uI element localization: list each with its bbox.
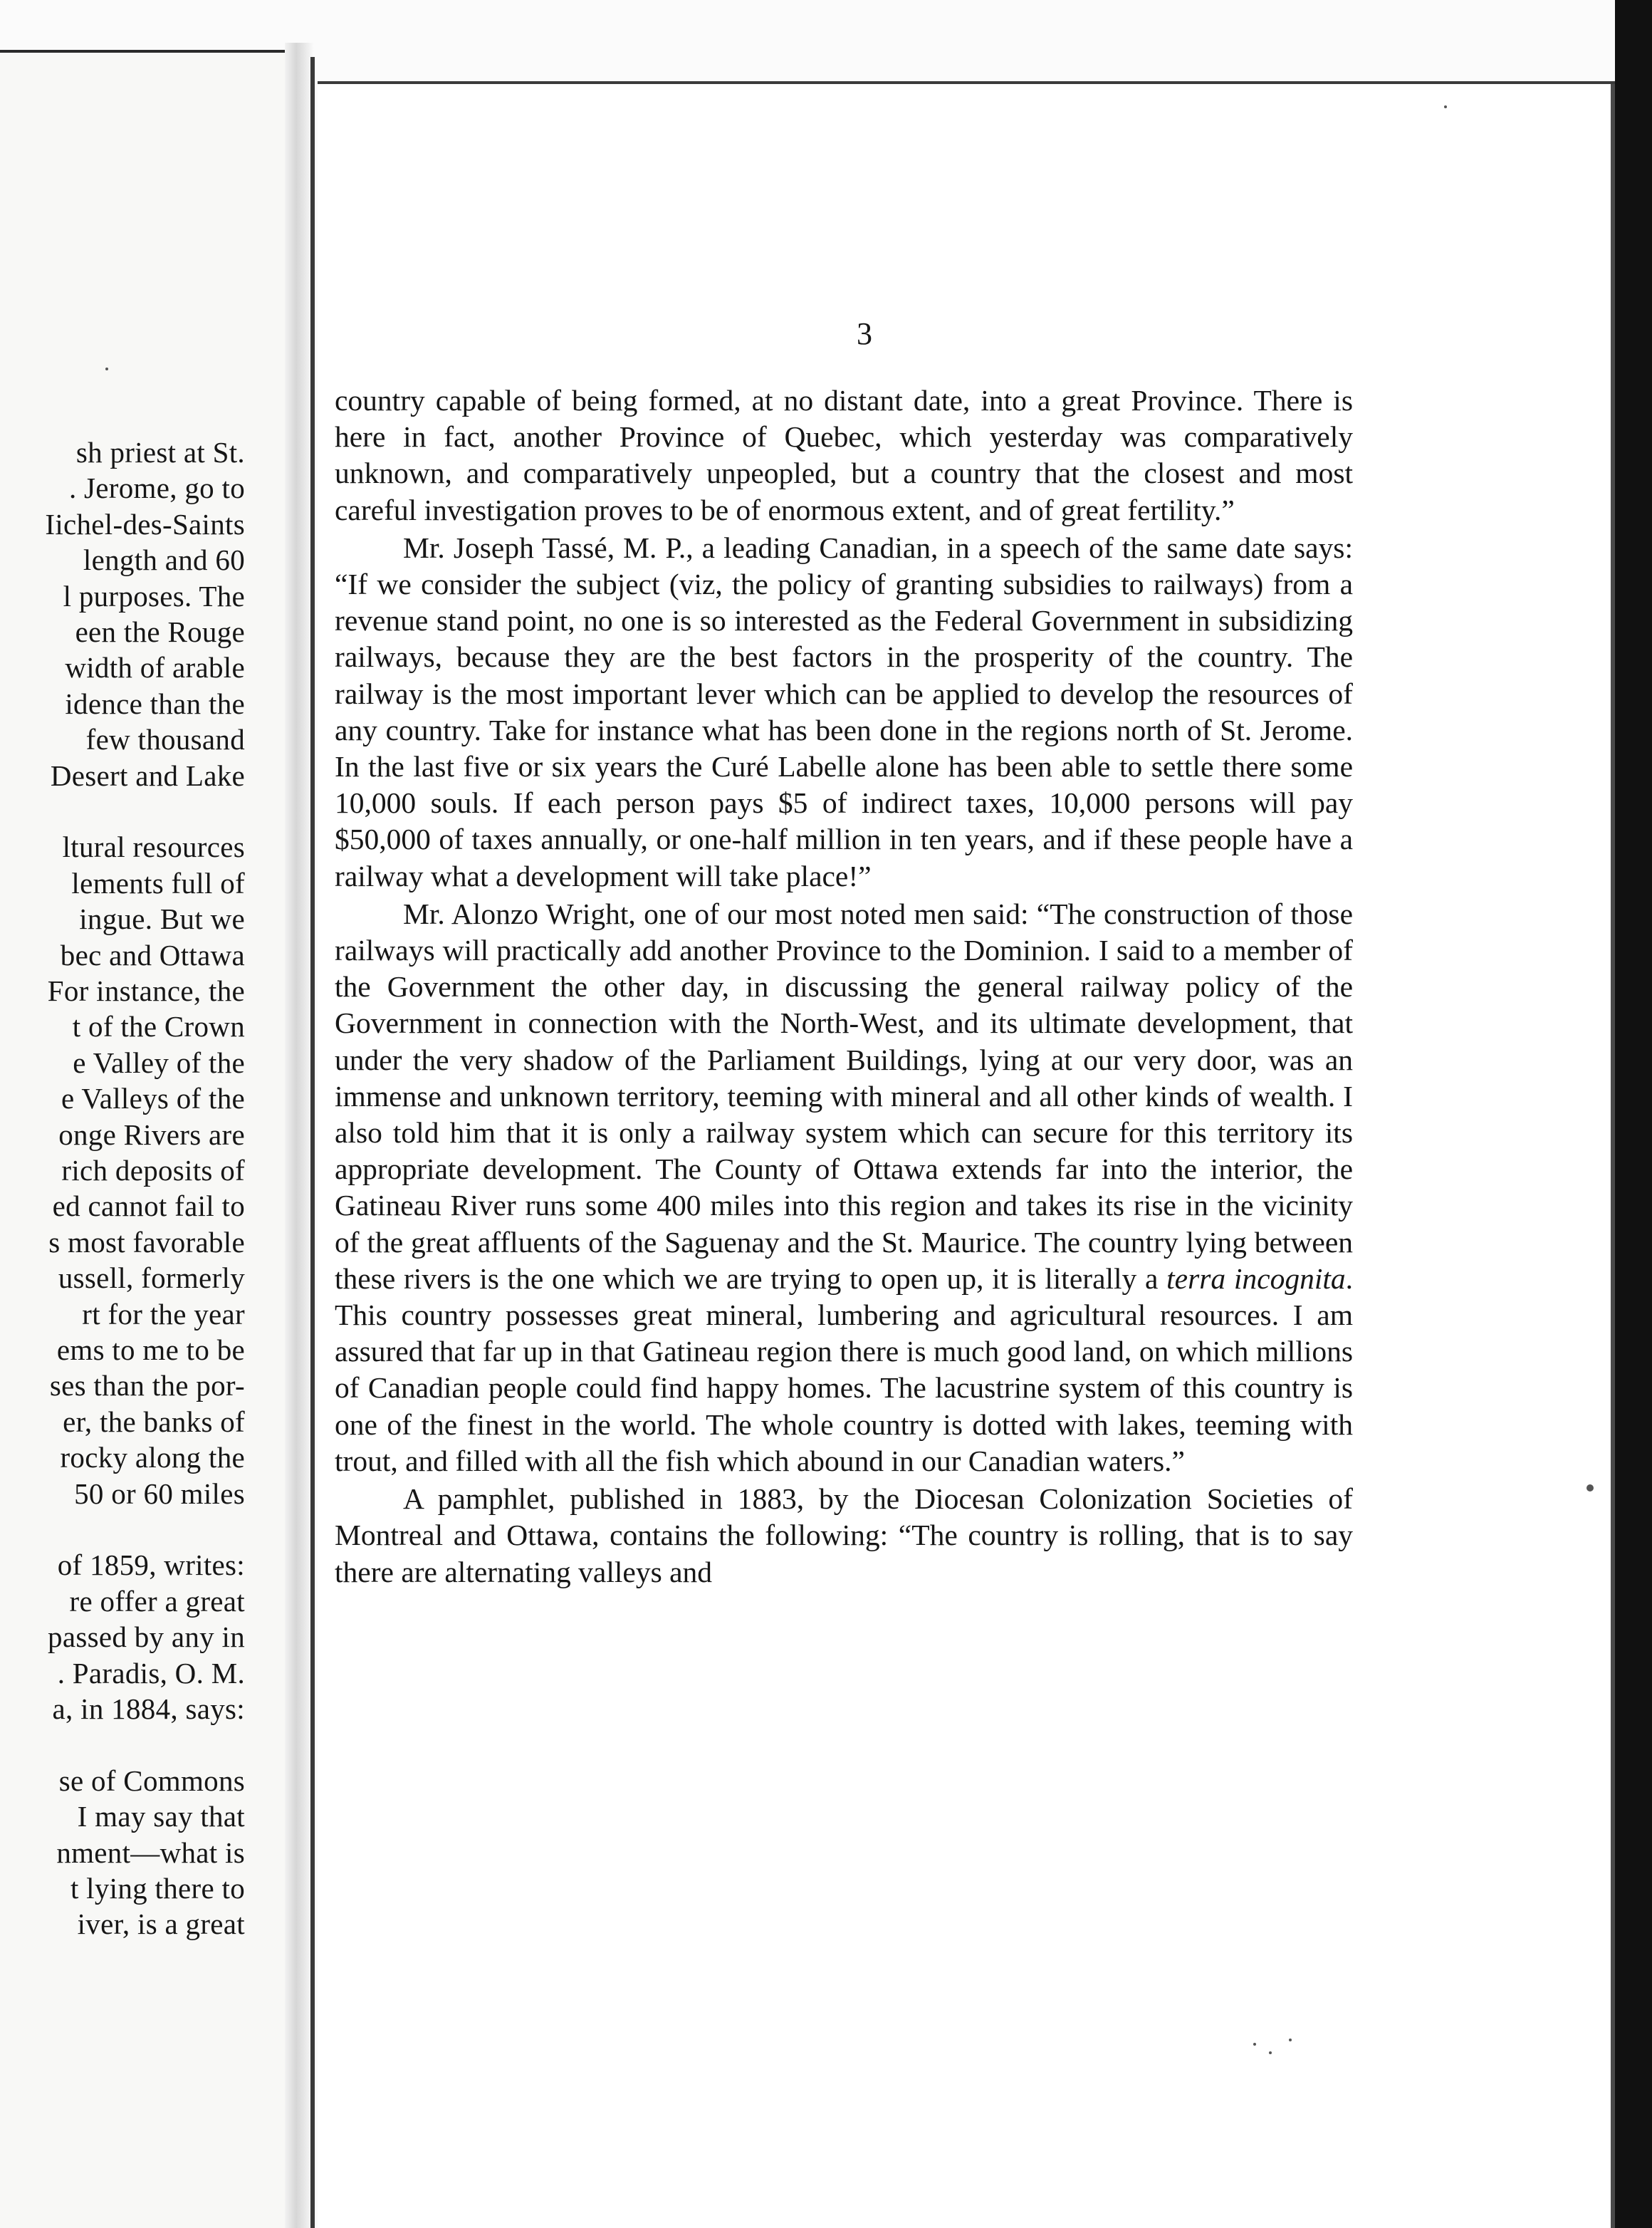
left-page-line: width of arable xyxy=(65,651,245,684)
scan-speck xyxy=(1289,2039,1292,2041)
scan-speck xyxy=(1444,105,1447,108)
left-page-line: ussell, formerly xyxy=(58,1261,245,1295)
left-page-line: few thousand xyxy=(85,723,245,756)
left-page-line: I may say that xyxy=(77,1800,245,1833)
binding-line xyxy=(310,57,315,2228)
scanner-border xyxy=(1615,0,1652,2228)
left-page-line: e Valleys of the xyxy=(61,1082,245,1115)
scan-speck xyxy=(105,368,108,370)
left-page-line: een the Rouge xyxy=(75,615,245,648)
left-page-line: lements full of xyxy=(71,866,245,900)
left-page-line: er, the banks of xyxy=(63,1405,245,1438)
body-text xyxy=(335,382,1353,1591)
paragraph-tasse: Mr. Joseph Tassé, M. P., a leading Canadian, in a speech of the same date says: “If we consider the subject (viz, the policy of granting subsidies to railways) from a revenue stand point, no one is so interested as the Federal Government in subsidizing railways, because they are the best factors in the prosperity of the country. The railway is the most important lever which can be applied to develop the resources of any country. Take for instance what has been done in the regions north of St. Jerome. In the last five or six years the Curé Labelle alone has been able to settle there some 10,000 souls. If each person pays $5 of indirect taxes, 10,000 persons will pay $50,000 of taxes annually, or one-half million in ten years, and if these people have a railway what a development will take place!” xyxy=(335,531,1353,892)
left-page-line: length and 60 xyxy=(83,543,245,577)
left-page-line: . Jerome, go to xyxy=(68,472,245,505)
left-page-line: passed by any in xyxy=(48,1620,245,1654)
left-page-line: . Paradis, O. M. xyxy=(57,1656,245,1690)
left-page-line: a, in 1884, says: xyxy=(52,1692,245,1725)
left-page-line: l purposes. The xyxy=(63,579,245,613)
left-page-line: se of Commons xyxy=(58,1764,245,1797)
left-page-line: Iichel-des-Saints xyxy=(45,507,245,541)
left-page-line: nment—what is xyxy=(56,1836,245,1869)
left-page-line: onge Rivers are xyxy=(58,1118,245,1151)
left-page-line: rocky along the xyxy=(60,1441,245,1474)
left-page-line: ingue. But we xyxy=(79,902,245,936)
paragraph-pamphlet: A pamphlet, published in 1883, by the Diocesan Colonization Societies of Montreal and Ottawa, contains the following: “The country is rolling, that is to say there are alternating valleys and xyxy=(335,1482,1353,1588)
left-page-line: iver, is a great xyxy=(77,1907,245,1941)
left-page-line: t of the Crown xyxy=(72,1010,245,1043)
page-number: 3 xyxy=(857,316,872,351)
scan-speck xyxy=(1269,2051,1272,2054)
left-page-line: ems to me to be xyxy=(56,1333,245,1366)
left-page-line: For instance, the xyxy=(47,974,245,1007)
italic-phrase: terra incognita xyxy=(1166,1261,1346,1295)
left-page-line: sh priest at St. xyxy=(75,436,245,469)
binding-gutter xyxy=(285,43,313,2228)
left-page-line: rt for the year xyxy=(82,1297,245,1331)
left-page-top-rule xyxy=(0,50,299,53)
left-page-line: Desert and Lake xyxy=(50,759,245,792)
left-page-fragment xyxy=(0,50,299,2228)
left-page-line: t lying there to xyxy=(70,1872,245,1905)
scan-speck xyxy=(1586,1484,1594,1492)
left-page-line: 50 or 60 miles xyxy=(74,1477,245,1510)
left-page-line: of 1859, writes: xyxy=(57,1548,245,1582)
left-page-line: bec and Ottawa xyxy=(60,938,245,972)
left-page-line: idence than the xyxy=(65,687,245,720)
paragraph-wright: Mr. Alonzo Wright, one of our most noted men said: “The construction of those railways will practically add another Province to the Dominion. I said to a member of the Government the other day, in discussing the general railway policy of the Government in connection with the North-West, and its ultimate development, that under the very shadow of the Parliament Buildings, lying at our very door, was an immense and unknown territory, teeming with mineral and all other kinds of wealth. I also told him that it is only a railway system which can secure for this territory its appropriate development. The County of Ottawa extends far into the interior, the Gatineau River runs some 400 miles into this region and takes its rise in the vicinity of the great affluents of the Saguenay and the St. Maurice. The country lying between these rivers is the one which we are trying to open up, it is literally a terra incognita. This country possesses great mineral, lumbering and agricultural resources. I am assured that far up in that Gatineau region there is much good land, on which millions of Canadian people could find happy homes. The lacustrine system of this country is one of the finest in the world. The whole country is dotted with lakes, teeming with trout, and filled with all the fish which abound in our Canadian waters.” xyxy=(335,897,1354,1477)
left-page-line: ses than the por- xyxy=(49,1369,245,1402)
left-page-line: e Valley of the xyxy=(73,1046,245,1079)
left-page-line: re offer a great xyxy=(69,1584,245,1618)
left-page-line: rich deposits of xyxy=(61,1154,245,1187)
left-page-line: ed cannot fail to xyxy=(52,1190,245,1223)
left-page-line: ltural resources xyxy=(62,831,245,864)
scan-speck xyxy=(1253,2043,1256,2046)
left-page-line: s most favorable xyxy=(48,1225,245,1259)
paragraph-continuation: country capable of being formed, at no distant date, into a great Province. There is here in fact, another Province of Quebec, which yesterday was comparatively unknown, and comparatively unpeopled, but a country that the closest and most careful investigation proves to be of enormous extent, and of great fertility.” xyxy=(335,384,1353,526)
